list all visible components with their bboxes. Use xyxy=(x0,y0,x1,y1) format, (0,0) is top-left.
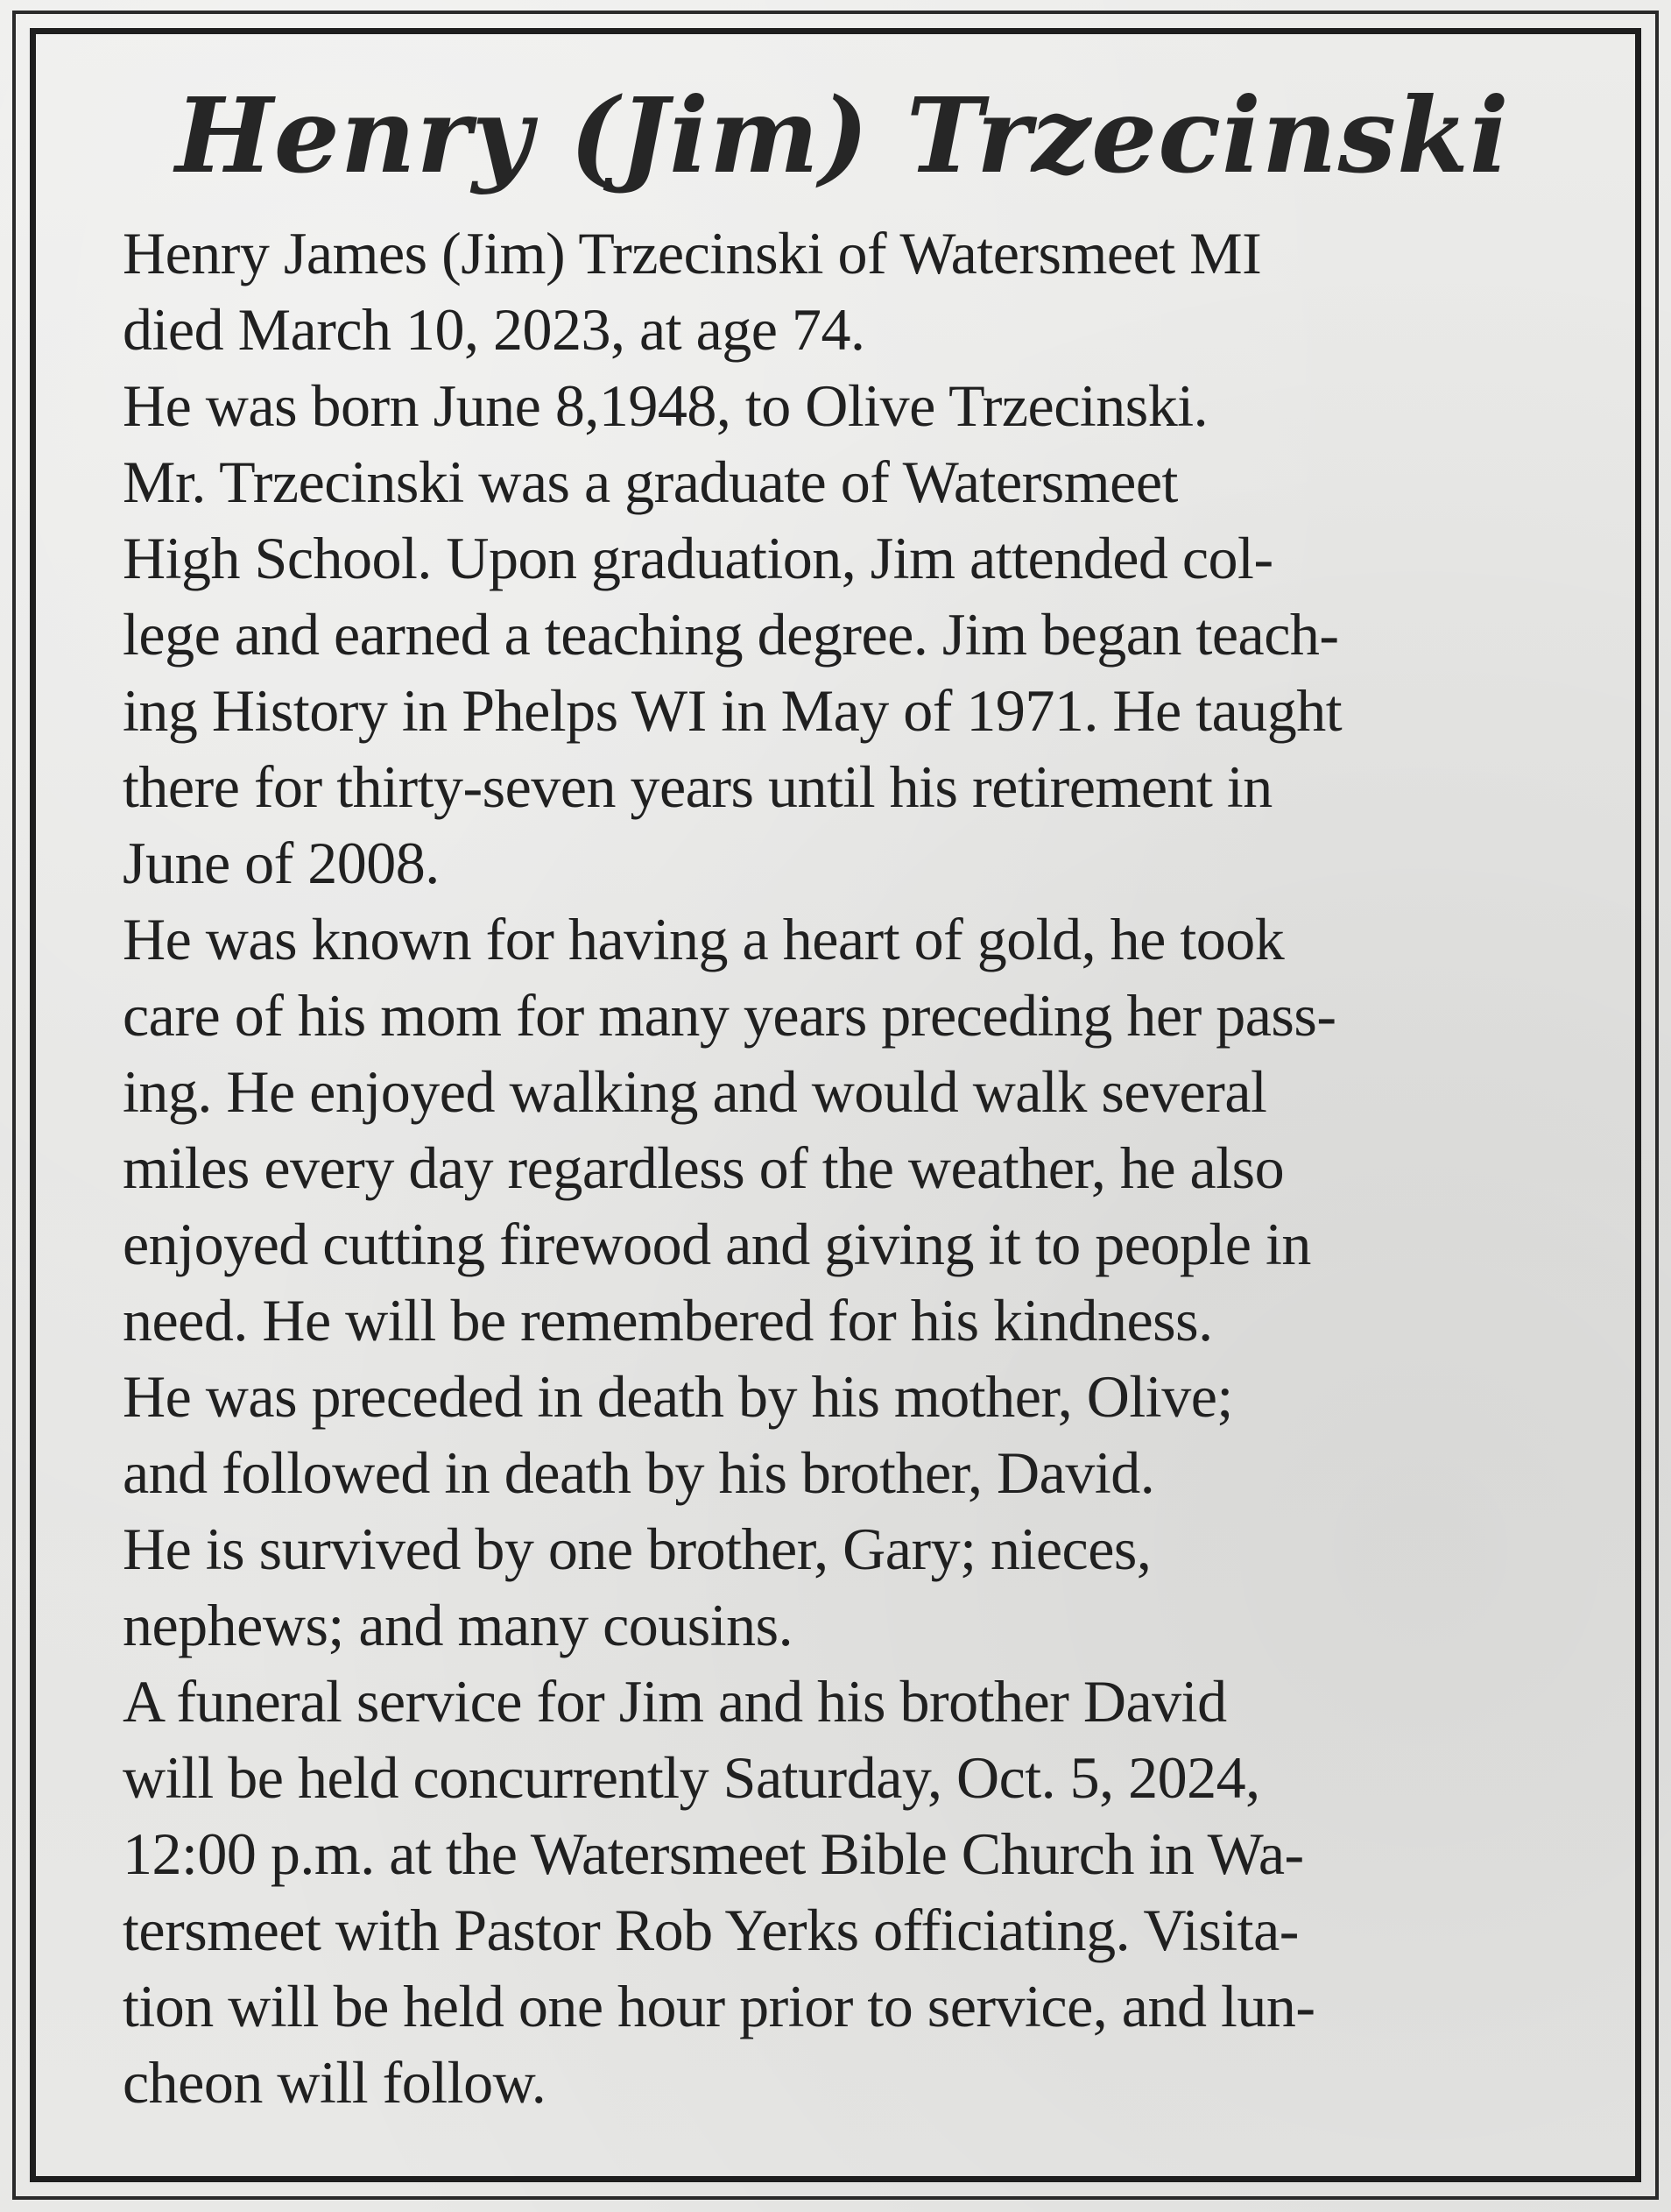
text-line: He was born June 8,1948, to Olive Trzecinski. xyxy=(123,372,1209,439)
text-line: there for thirty-seven years until his retirement in xyxy=(123,753,1273,820)
text-line: Mr. Trzecinski was a graduate of Watersmeet xyxy=(123,449,1178,515)
text-line: ing History in Phelps WI in May of 1971. He taught xyxy=(123,677,1343,744)
text-line: He was known for having a heart of gold, he took xyxy=(123,906,1285,972)
text-line: ing. He enjoyed walking and would walk several xyxy=(123,1058,1267,1125)
text-line: tion will be held one hour prior to service, and lun- xyxy=(123,1973,1315,2039)
text-line: tersmeet with Pastor Rob Yerks officiating. Visita- xyxy=(123,1897,1299,1963)
paragraph-character xyxy=(72,901,1613,1359)
paragraph-career xyxy=(72,444,1613,901)
text-line: will be held concurrently Saturday, Oct. 5, 2024, xyxy=(123,1744,1260,1811)
paragraph-preceded xyxy=(72,1359,1613,1511)
text-line: June of 2008. xyxy=(123,830,440,896)
paragraph-survivors xyxy=(72,1511,1613,1664)
text-line: enjoyed cutting firewood and giving it to people in xyxy=(123,1211,1311,1277)
text-line: He was preceded in death by his mother, Olive; xyxy=(123,1363,1233,1430)
text-line: and followed in death by his brother, David. xyxy=(123,1439,1155,1506)
paragraph-birth xyxy=(72,368,1613,444)
text-line: nephews; and many cousins. xyxy=(123,1592,793,1658)
paragraph-death-notice xyxy=(72,216,1613,368)
text-line: care of his mom for many years preceding her pass- xyxy=(123,982,1336,1049)
obituary-article xyxy=(72,75,1613,2121)
text-line: A funeral service for Jim and his brother David xyxy=(123,1668,1227,1735)
text-line: need. He will be remembered for his kindness. xyxy=(123,1287,1213,1353)
text-line: lege and earned a teaching degree. Jim began teach- xyxy=(123,601,1339,668)
text-line: miles every day regardless of the weather, he also xyxy=(123,1134,1285,1201)
text-line: Henry James (Jim) Trzecinski of Watersmeet MI xyxy=(123,220,1262,286)
paragraph-service xyxy=(72,1664,1613,2121)
obituary-title: Henry (Jim) Trzecinski xyxy=(175,74,1510,196)
text-line: 12:00 p.m. at the Watersmeet Bible Church in Wa- xyxy=(123,1820,1304,1887)
text-line: died March 10, 2023, at age 74. xyxy=(123,296,865,363)
text-line: He is survived by one brother, Gary; nieces, xyxy=(123,1516,1152,1582)
obituary-body xyxy=(72,216,1613,2121)
text-line: High School. Upon graduation, Jim attended col- xyxy=(123,525,1273,591)
text-line: cheon will follow. xyxy=(123,2049,546,2116)
